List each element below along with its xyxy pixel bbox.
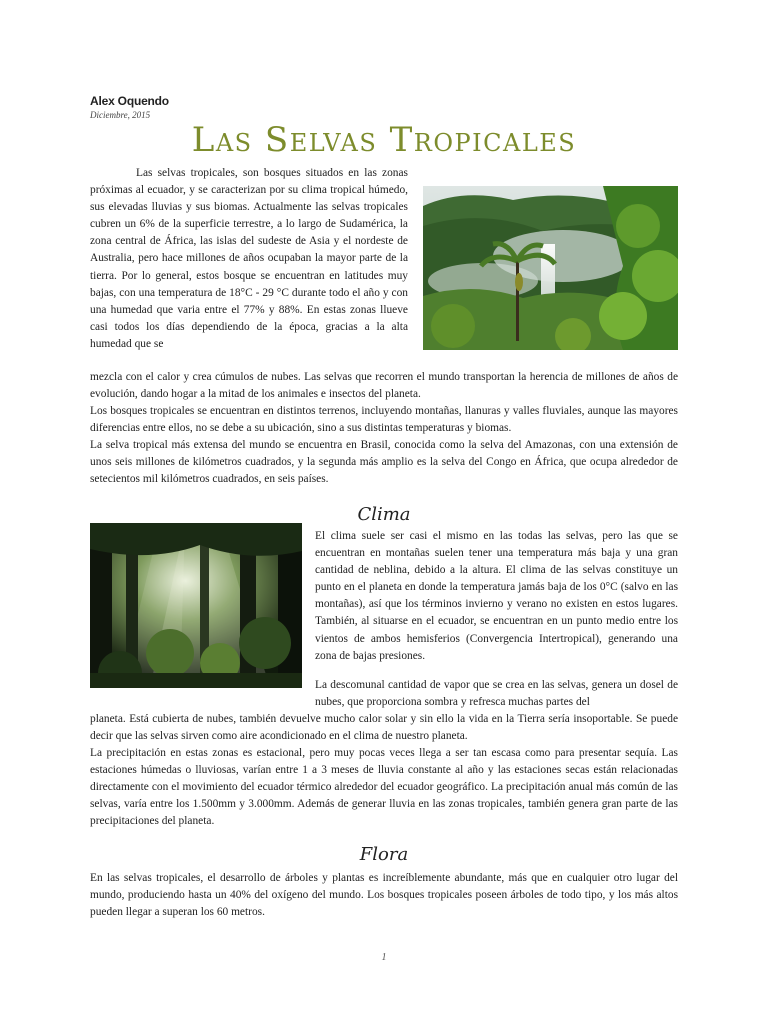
clima-paragraph-2: La descomunal cantidad de vapor que se crea en las selvas, genera un dosel de nubes, que proporciona sombra y refresca muchas partes del [315, 679, 678, 709]
intro-paragraph-2: Los bosques tropicales se encuentran en distintos terrenos, incluyendo montañas, llanuras y valles fluviales, aunque las mayores diferencias entre ellos, no se debe a su ubicación, sino a sus distintas temperaturas y biomas. [90, 405, 678, 435]
forest-sunbeams-photo [90, 523, 302, 688]
document-date: Diciembre, 2015 [90, 110, 151, 120]
clima-paragraph-2-continued: planeta. Está cubierta de nubes, también devuelve mucho calor solar y sin ello la vida en la Tierra sería insoportable. Se puede decir que las selvas sirven como aire acondicionado en el clima de nuestro planeta. [90, 713, 678, 743]
section-heading-clima: Clima [357, 504, 411, 525]
intro-paragraph-1-continued: mezcla con el calor y crea cúmulos de nubes. Las selvas que recorren el mundo transportan la herencia de millones de años de evolución, dando hogar a la mitad de los animales e insectos del planeta. [90, 371, 678, 401]
section-heading-flora: Flora [359, 844, 409, 865]
page-number: 1 [381, 952, 387, 963]
intro-paragraph-1: Las selvas tropicales, son bosques situados en las zonas próximas al ecuador, y se caracterizan por su clima tropical húmedo, sus elevadas lluvias y sus biomas. Actualmente las selvas tropicales cubren un 6% de la superficie terrestre, a lo largo de Sudamérica, la zona central de África, las islas del sudeste de Asia y el nordeste de Australia, pero hace millones de años ocupaban la mayor parte de la tierra. Por lo general, estos bosque se encuentran en latitudes muy bajas, con una temperatura de 18°C - 29 °C durante todo el año y con una humedad que varia entre el 77% y 88%. En estas zonas llueve casi todos los días dependiendo de la época, gracias a la alta humedad que se [90, 167, 408, 350]
waterfall-jungle-photo [423, 186, 678, 350]
intro-paragraph-3: La selva tropical más extensa del mundo se encuentra en Brasil, conocida como la selva del Amazonas, con una extensión de unos seis millones de kilómetros cuadrados, y la segunda más amplio es la selva del Congo en África, que ocupa alrededor de setecientos mil kilómetros cuadrados, en seis países. [90, 439, 678, 486]
flora-paragraph-1: En las selvas tropicales, el desarrollo de árboles y plantas es increíblemente abundante, más que en cualquier otro lugar del mundo, produciendo hasta un 40% del oxígeno del mundo. Los bosques tropicales poseen árboles de todo tipo, y los más altos pueden llegar a superan los 60 metros. [90, 872, 678, 919]
author-name: Alex Oquendo [90, 94, 169, 108]
clima-paragraph-1: El clima suele ser casi el mismo en las todas las selvas, pero las que se encuentran en montañas suelen tener una temperatura más baja y una gran cantidad de neblina, debido a la altura. El clima de las selvas constituye un punto en el planeta en donde la temperatura jamás baja de los 0°C (salvo en las montañas), así que los términos invierno y verano no existen en estos lugares. También, al situarse en el ecuador, se encuentran en un punto medio entre los vientos de ambos hemisferios (Convergencia Intertropical), generando una zona de bajas presiones. [315, 530, 678, 662]
page-title: Las Selvas Tropicales [191, 120, 577, 160]
clima-paragraph-3: La precipitación en estas zonas es estacional, pero muy pocas veces llega a ser tan escasa como para presentar sequía. Las estaciones húmedas o lluviosas, varían entre 1 a 3 meses de lluvia constante al año y las estaciones secas están relacionadas directamente con el movimiento del ecuador térmico alrededor del ecuador geográfico. La precipitación anual más común de las selvas, varía entre los 1.500mm y 3.000mm. Además de generar lluvia en las zonas tropicales, también genera gran parte de las precipitaciones del planeta. [90, 747, 678, 828]
